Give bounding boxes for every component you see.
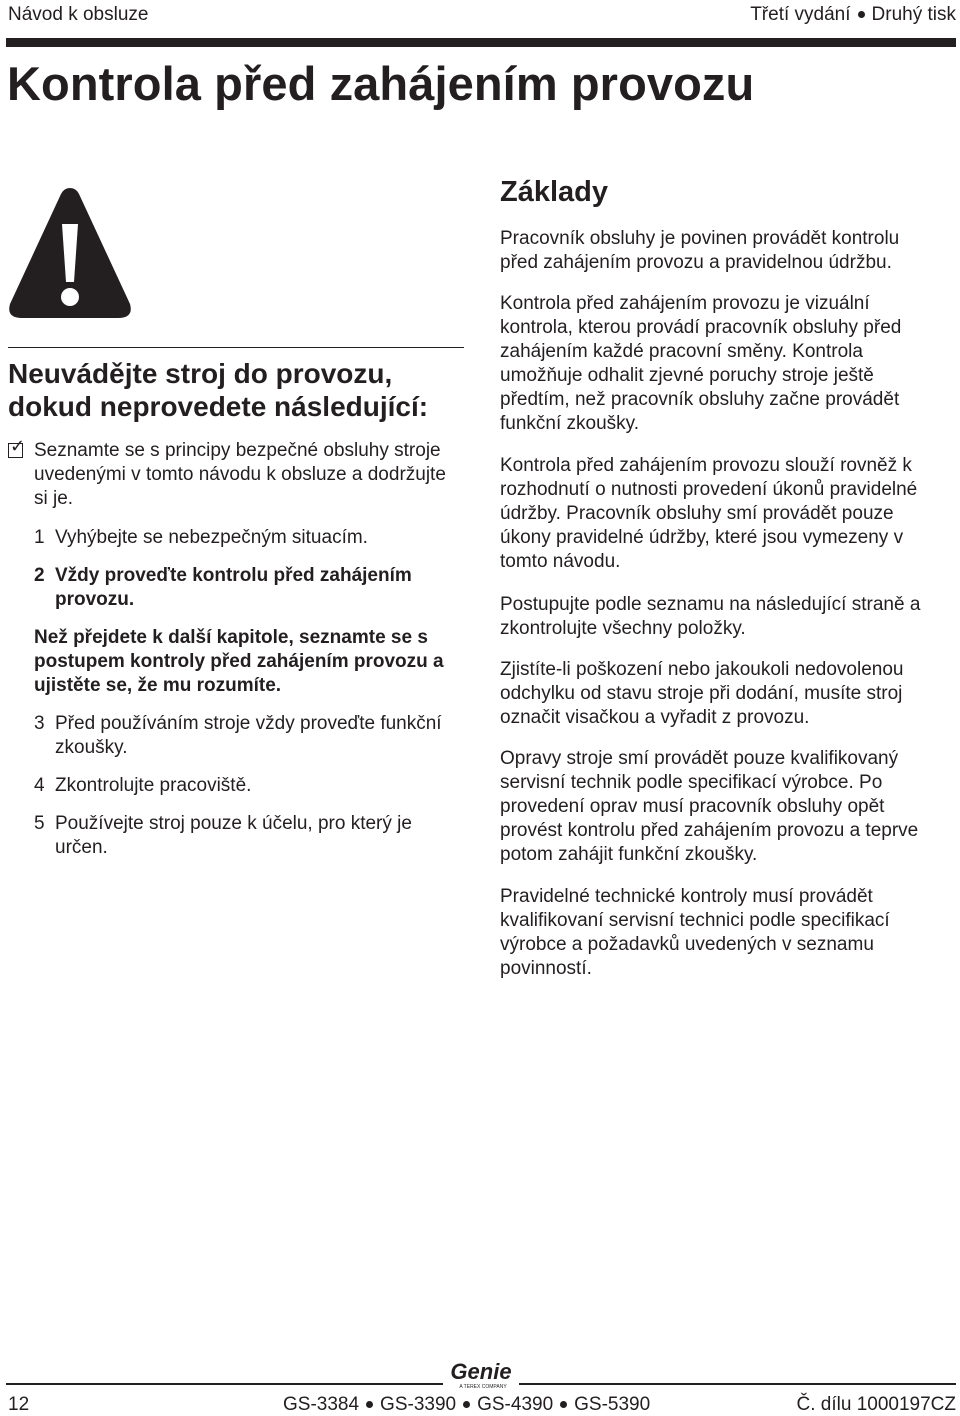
header-edition-b: Druhý tisk (871, 4, 956, 25)
step-text: Vždy proveďte kontrolu před zahájením provozu. (55, 565, 412, 610)
bullet-icon (858, 11, 865, 18)
step-number: 2 (34, 565, 45, 586)
bullet-icon (463, 1401, 470, 1408)
checklist-item: Seznamte se s principy bezpečné obsluhy stroje uvedenými v tomto návodu k obsluze a dodržujte si je. (34, 440, 446, 509)
step-item (34, 564, 464, 612)
header-manual-label: Návod k obsluze (8, 4, 149, 25)
step-number: 5 (34, 813, 45, 834)
genie-logo-text: Genie (450, 1360, 512, 1384)
genie-logo-subtext: A TEREX COMPANY (459, 1384, 507, 1390)
warning-heading: Neuvádějte stroj do provozu, dokud neprovedete následující: (8, 358, 429, 422)
paragraph: Postupujte podle seznamu na následující straně a zkontrolujte všechny položky. (500, 594, 921, 639)
page-title: Kontrola před zahájením provozu (7, 57, 755, 110)
step-item (34, 526, 464, 550)
step-number: 4 (34, 775, 45, 796)
paragraph: Opravy stroje smí provádět pouze kvalifikovaný servisní technik podle specifikací výrobce. Po provedení oprav musí pracovník obsluhy opět provést kontrolu před zahájením provozu a teprve potom zahájit funkční zkoušky. (500, 748, 919, 865)
footer-models (283, 1394, 650, 1416)
header-edition (750, 4, 956, 26)
model-name: GS-3384 (283, 1394, 360, 1415)
header-edition-a: Třetí vydání (750, 4, 851, 25)
header-bar (6, 38, 956, 47)
paragraph: Kontrola před zahájením provozu slouží rovněž k rozhodnutí o nutnosti provedení úkonů pravidelné údržby. Pracovník obsluhy smí provádět pouze úkony pravidelné údržby, které jsou vymezeny v tomto návodu. (500, 455, 918, 572)
model-name: GS-3390 (380, 1394, 457, 1415)
model-name: GS-4390 (477, 1394, 554, 1415)
step-text: Zkontrolujte pracoviště. (55, 775, 252, 796)
step-number: 1 (34, 527, 45, 548)
paragraph: Pravidelné technické kontroly musí provádět kvalifikovaní servisní technici podle specifikací výrobce a požadavků uvedených v seznamu povinností. (500, 886, 890, 979)
step-item (34, 774, 464, 798)
paragraph: Zjistíte-li poškození nebo jakoukoli nedovolenou odchylku od stavu stroje při dodání, musíte stroj označit visačkou a vyřadit z provozu. (500, 659, 904, 728)
bullet-icon (560, 1401, 567, 1408)
section-heading: Základy (500, 176, 608, 208)
step-number: 3 (34, 713, 45, 734)
section-divider (8, 347, 464, 348)
step-text: Před používáním stroje vždy proveďte funkční zkoušky. (55, 713, 442, 758)
step-item (34, 812, 464, 860)
step-item (34, 712, 464, 760)
page-number: 12 (8, 1394, 30, 1415)
step-text: Vyhýbejte se nebezpečným situacím. (55, 527, 368, 548)
genie-logo (443, 1360, 519, 1390)
part-number: Č. dílu 1000197CZ (796, 1394, 956, 1415)
paragraph: Kontrola před zahájením provozu je vizuální kontrola, kterou provádí pracovník obsluhy před zahájením každé pracovní směny. Kontrola umožňuje odhalit zjevné poruchy stroje ještě předtím, než pracovník obsluhy začne provádět funkční zkoušky. (500, 293, 902, 434)
step-text: Používejte stroj pouze k účelu, pro který je určen. (55, 813, 412, 858)
warning-triangle-icon (6, 184, 134, 322)
model-name: GS-5390 (574, 1394, 651, 1415)
warning-note: Než přejdete k další kapitole, seznamte se s postupem kontroly před zahájením provozu a ujistěte se, že mu rozumíte. (34, 627, 444, 696)
bullet-icon (366, 1401, 373, 1408)
checkbox-icon: ✓ (10, 436, 26, 456)
paragraph: Pracovník obsluhy je povinen provádět kontrolu před zahájením provozu a pravidelnou údržbu. (500, 228, 900, 273)
